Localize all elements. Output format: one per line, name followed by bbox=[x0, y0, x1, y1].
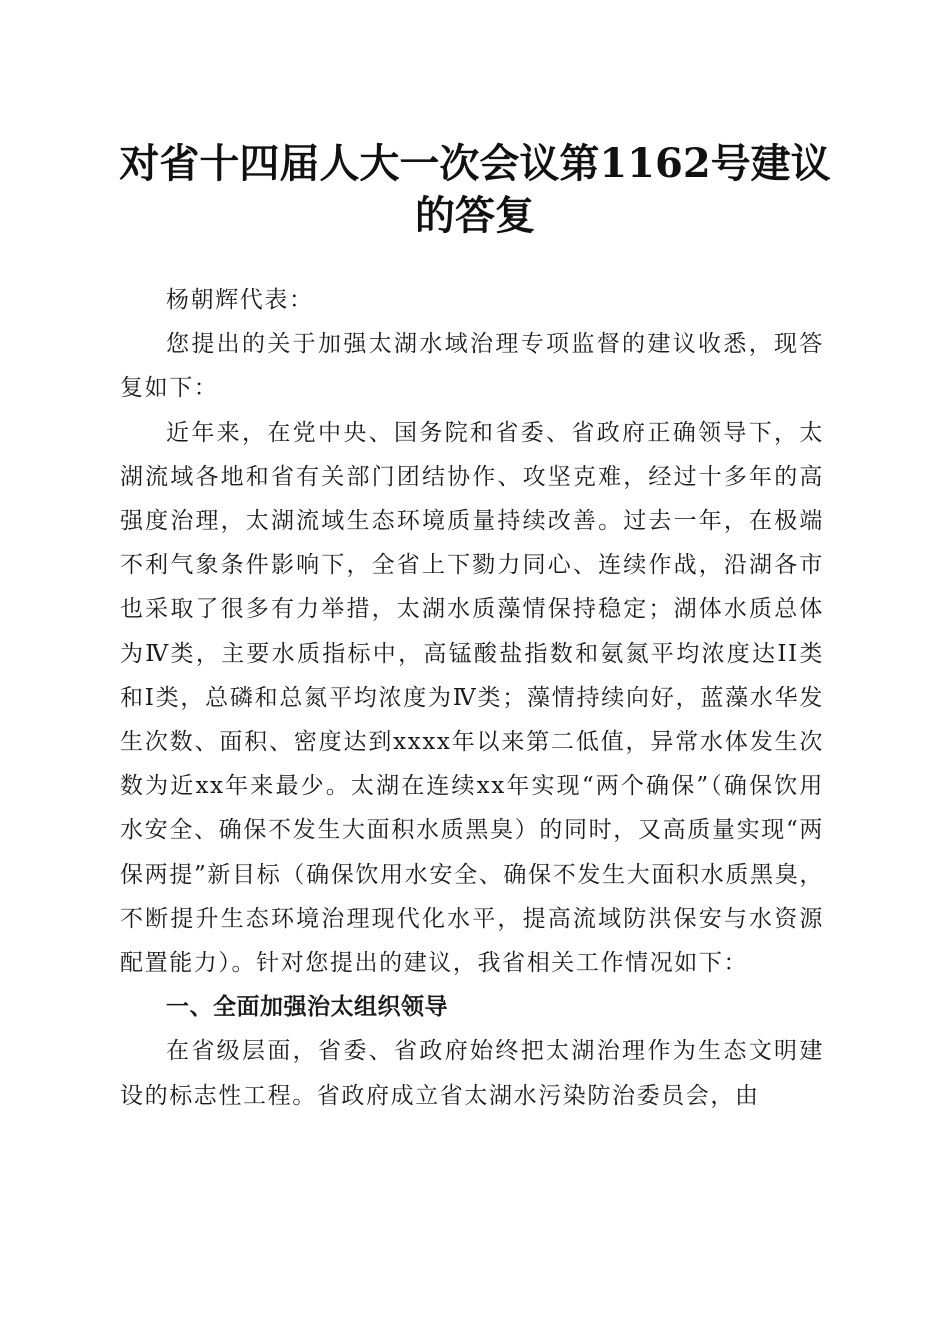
document-body bbox=[120, 278, 824, 1118]
salutation: 杨朝辉代表： bbox=[166, 287, 314, 313]
section-heading-1: 一、全面加强治太组织领导 bbox=[166, 994, 448, 1021]
paragraph-acknowledgement: 您提出的关于加强太湖水域治理专项监督的建议收悉，现答复如下： bbox=[120, 331, 824, 402]
paragraph-overview: 近年来，在党中央、国务院和省委、省政府正确领导下，太湖流域各地和省有关部门团结协作、攻坚克难，经过十多年的高强度治理，太湖流域生态环境质量持续改善。过去一年，在极端不利气象条件影响下，全省上下勠力同心、连续作战，沿湖各市也采取了很多有力举措，太湖水质藻情保持稳定；湖体水质总体为Ⅳ类，主要水质指标中，高锰酸盐指数和氨氮平均浓度达II类和Ⅰ类，总磷和总氮平均浓度为Ⅳ类；藻情持续向好，蓝藻水华发生次数、面积、密度达到xxxx年以来第二低值，异常水体发生次数为近xx年来最少。太湖在连续xx年实现“两个确保”（确保饮用水安全、确保不发生大面积水质黑臭）的同时，又高质量实现“两保两提”新目标（确保饮用水安全、确保不发生大面积水质黑臭，不断提升生态环境治理现代化水平，提高流域防洪保安与水资源配置能力）。针对您提出的建议，我省相关工作情况如下： bbox=[120, 419, 824, 977]
document-title: 对省十四届人大一次会议第1162号建议的答复 bbox=[119, 140, 831, 239]
paragraph-provincial-level: 在省级层面，省委、省政府始终把太湖治理作为生态文明建设的标志性工程。省政府成立省太湖水污染防治委员会，由 bbox=[120, 1038, 824, 1109]
